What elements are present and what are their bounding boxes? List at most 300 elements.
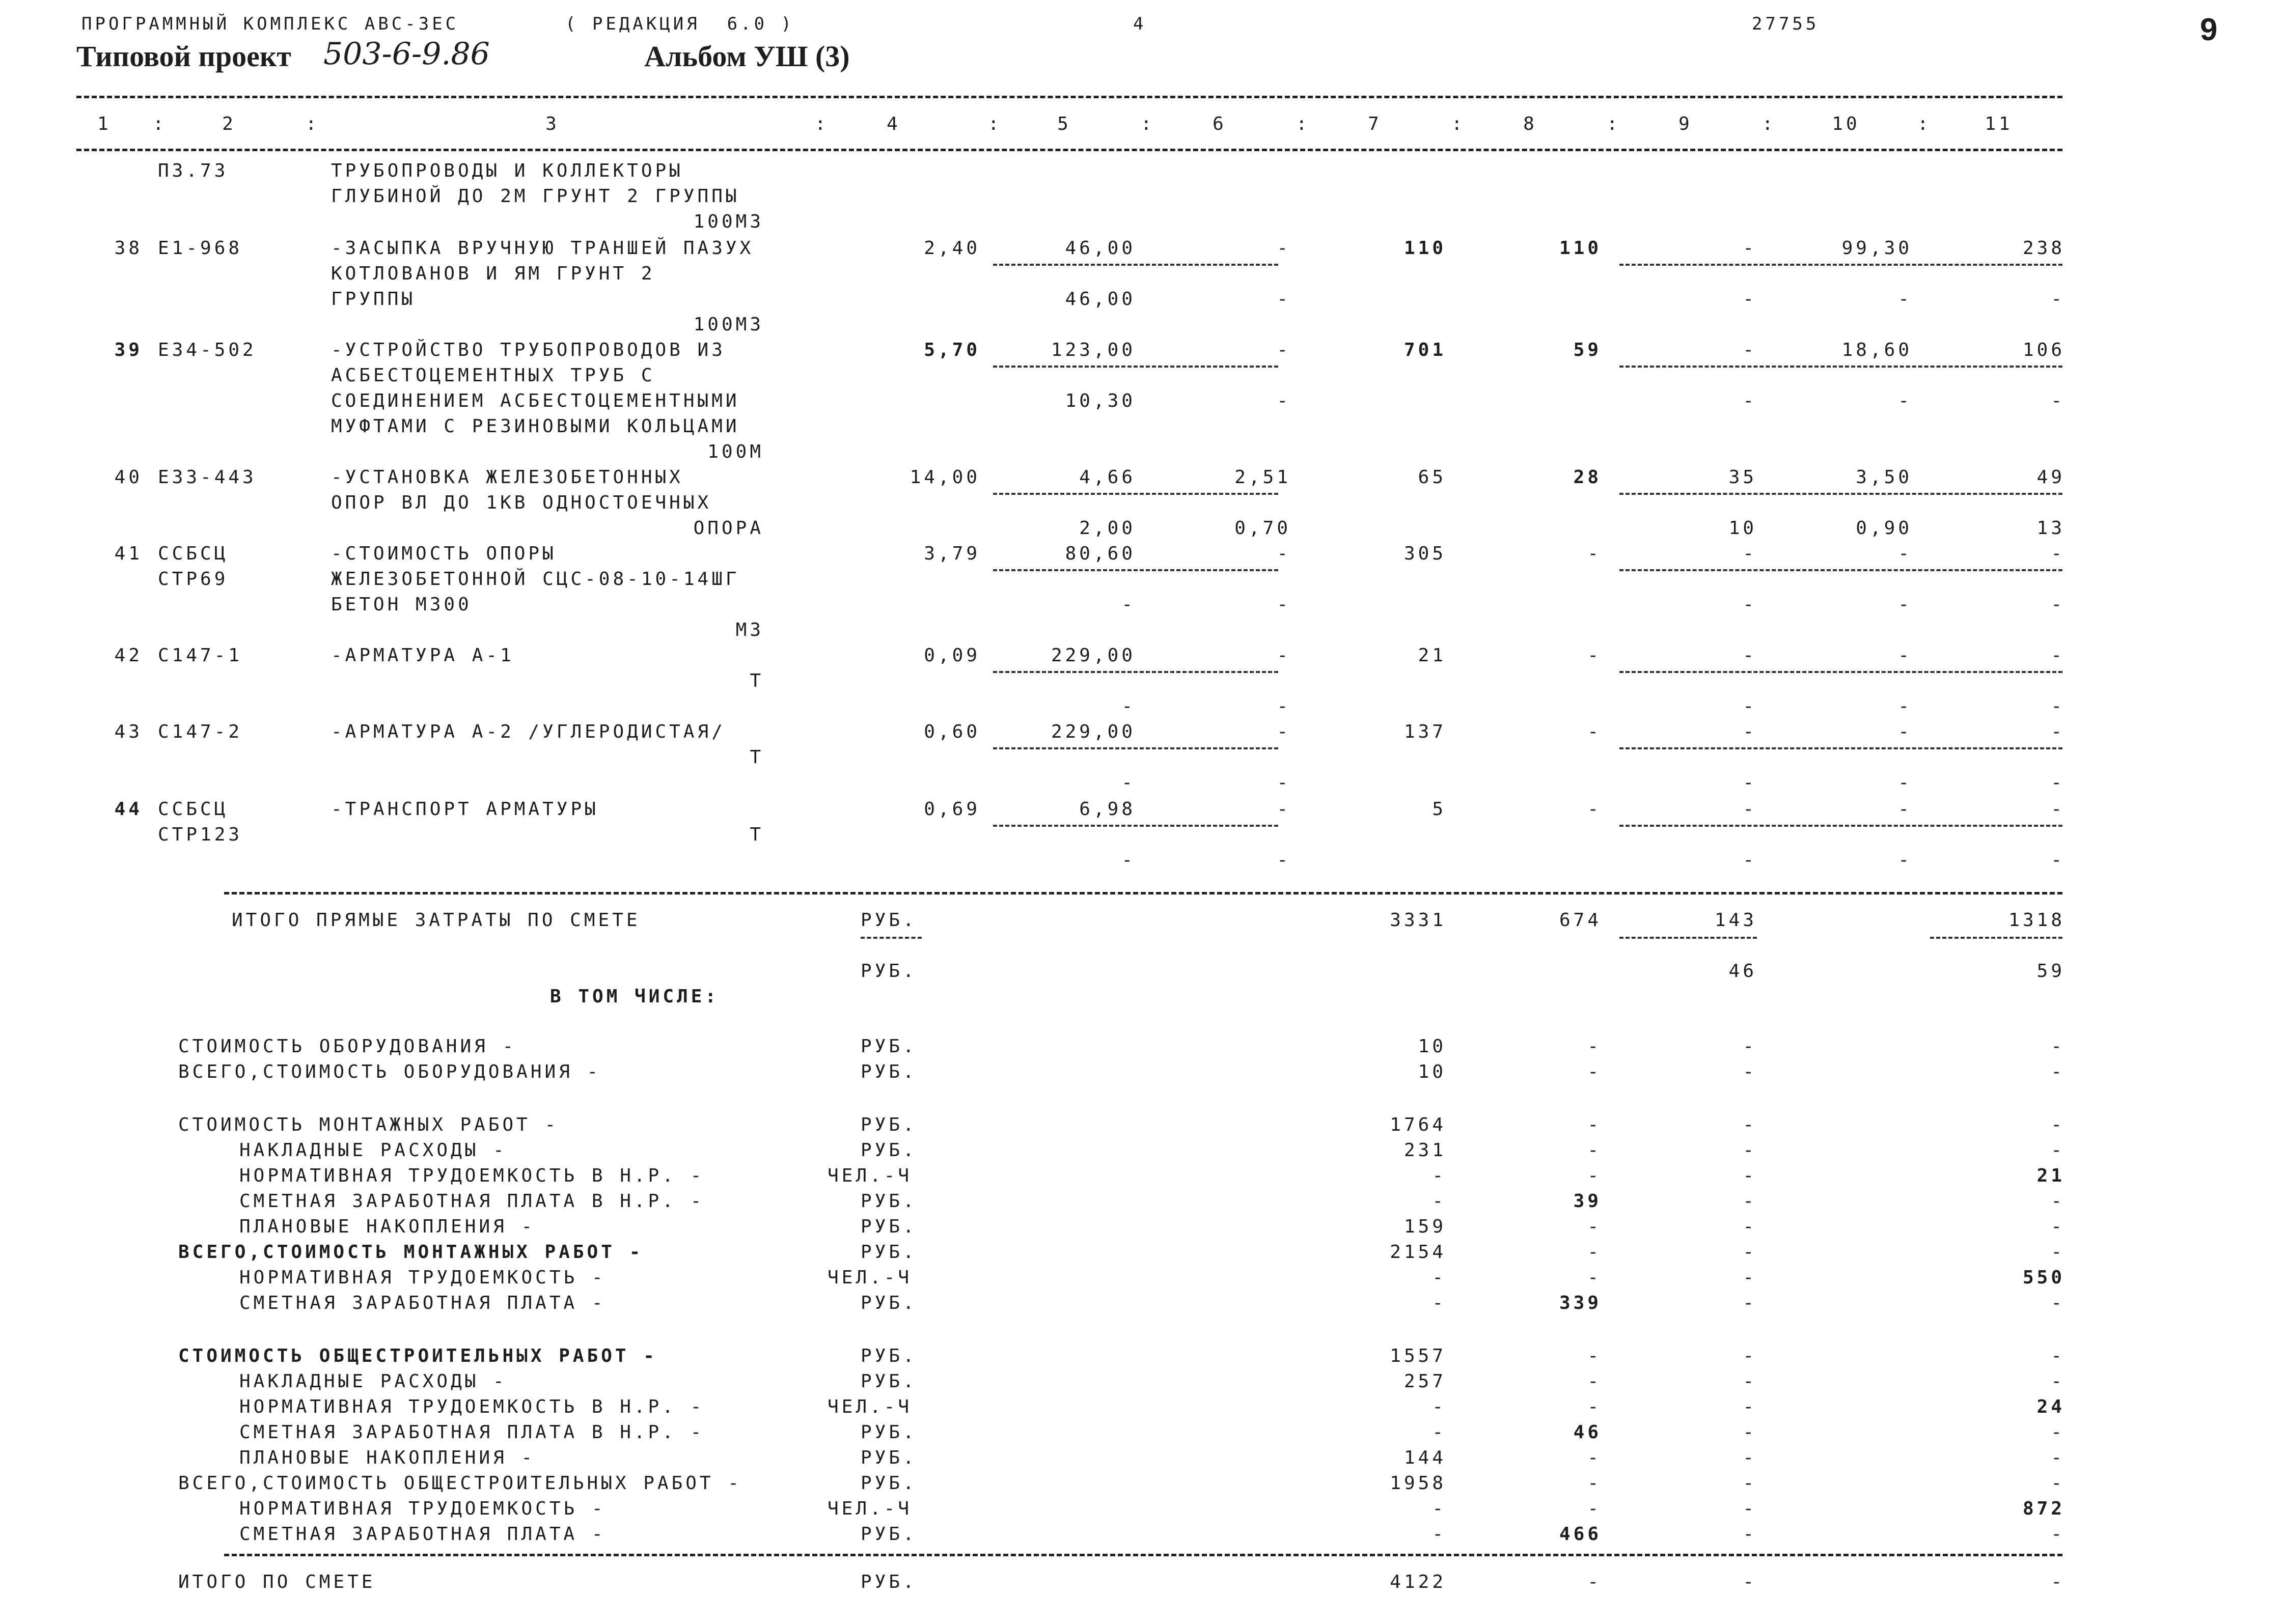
summary-c11: - (2051, 1447, 2065, 1468)
summary-c8: - (1587, 1346, 1602, 1366)
row-desc-line: -СТОИМОСТЬ ОПОРЫ (331, 543, 557, 564)
summary-unit: РУБ. (861, 1447, 917, 1468)
row-price: 46,00 (1065, 238, 1136, 259)
column-separator-1: : (153, 114, 167, 134)
row-col11: - (2051, 543, 2065, 564)
column-number-9: 9 (1678, 114, 1693, 134)
summary-c9: - (1743, 1061, 1757, 1082)
column-separator-3: : (815, 114, 829, 134)
row-code: Е34-502 (158, 340, 257, 360)
summary-unit: РУБ. (861, 1346, 917, 1366)
grand-total-c8: - (1587, 1572, 1602, 1592)
row-number: 41 (114, 543, 143, 564)
row-quantity: 0,09 (924, 645, 980, 666)
row-quantity: 0,69 (924, 799, 980, 820)
row-machines: - (1277, 340, 1291, 360)
totals-unit: РУБ. (861, 910, 917, 931)
row-machines-wages: - (1277, 289, 1291, 310)
summary-unit: РУБ. (861, 1524, 917, 1545)
row-col9: - (1743, 543, 1757, 564)
prefix-desc-line: ГЛУБИНОЙ ДО 2М ГРУНТ 2 ГРУППЫ (331, 186, 740, 207)
row-number: 43 (114, 721, 143, 742)
summary-c9: - (1743, 1036, 1757, 1057)
column-number-10: 10 (1832, 114, 1860, 134)
row-price-wages: 10,30 (1065, 390, 1136, 411)
summary-c7: 1764 (1390, 1114, 1446, 1135)
row-col9: - (1743, 645, 1757, 666)
row-number: 42 (114, 645, 143, 666)
row-subrule-left (993, 747, 1278, 749)
row-unit: ОПОРА (693, 518, 764, 539)
row-col10: 3,50 (1856, 467, 1912, 488)
row-total: 701 (1403, 340, 1446, 360)
summary-label: СМЕТНАЯ ЗАРАБОТНАЯ ПЛАТА В Н.Р. - (239, 1191, 705, 1212)
summary-c9: - (1743, 1396, 1757, 1417)
row-price-wages: - (1121, 696, 1136, 717)
summary-c11: 24 (2036, 1396, 2065, 1417)
row-total: 21 (1418, 645, 1446, 666)
totals-c11: 1318 (2008, 910, 2065, 931)
row-number: 40 (114, 467, 143, 488)
doc-number: 27755 (1752, 14, 1820, 34)
page-code: 4 (1133, 14, 1147, 34)
prefix-unit: 100М3 (693, 211, 764, 232)
summary-unit: РУБ. (861, 1371, 917, 1392)
summary-c11: - (2051, 1371, 2065, 1392)
row-desc-line: АСБЕСТОЦЕМЕНТНЫХ ТРУБ С (331, 365, 655, 386)
row-quantity: 3,79 (924, 543, 980, 564)
summary-c9: - (1743, 1498, 1757, 1519)
row-price-wages: - (1121, 772, 1136, 793)
summary-c7: - (1432, 1498, 1446, 1519)
row-desc-line: ГРУППЫ (331, 289, 416, 310)
row-unit: М3 (735, 620, 764, 640)
summary-label: ВСЕГО,СТОИМОСТЬ МОНТАЖНЫХ РАБОТ - (178, 1242, 644, 1263)
column-number-3: 3 (545, 114, 560, 134)
row-wages: 59 (1573, 340, 1602, 360)
summary-unit: РУБ. (861, 1114, 917, 1135)
row-col9-second: - (1743, 850, 1757, 871)
summary-c8: - (1587, 1473, 1602, 1494)
row-col10-second: - (1898, 696, 1912, 717)
row-col11: - (2051, 799, 2065, 820)
totals-c9: 143 (1714, 910, 1757, 931)
summary-c11: - (2051, 1216, 2065, 1237)
row-number: 39 (114, 340, 143, 360)
summary-c11: - (2051, 1524, 2065, 1545)
row-wages: - (1587, 645, 1602, 666)
including-label: В ТОМ ЧИСЛЕ: (550, 986, 720, 1007)
row-wages: 28 (1573, 467, 1602, 488)
summary-label: ПЛАНОВЫЕ НАКОПЛЕНИЯ - (239, 1216, 536, 1237)
summary-c11: - (2051, 1422, 2065, 1443)
row-total: 65 (1418, 467, 1446, 488)
header-bottom-rule (76, 149, 2062, 151)
totals-unit-2: РУБ. (861, 961, 917, 982)
summary-c7: 159 (1403, 1216, 1446, 1237)
row-price: 6,98 (1079, 799, 1136, 820)
summary-c11: - (2051, 1036, 2065, 1057)
row-subrule-left (993, 493, 1278, 495)
column-separator-7: : (1451, 114, 1466, 134)
row-code: ССБСЦ (158, 799, 229, 820)
row-subrule-left (993, 264, 1278, 266)
summary-c7: - (1432, 1267, 1446, 1288)
summary-unit: РУБ. (861, 1061, 917, 1082)
summary-c8: 39 (1573, 1191, 1602, 1212)
summary-c7: 10 (1418, 1036, 1446, 1057)
row-price: 229,00 (1051, 645, 1136, 666)
row-col9: - (1743, 238, 1757, 259)
program-name: ПРОГРАММНЫЙ КОМПЛЕКС АВС-3ЕС (81, 14, 459, 34)
row-machines-wages: - (1277, 696, 1291, 717)
summary-c7: 1958 (1390, 1473, 1446, 1494)
column-number-7: 7 (1368, 114, 1382, 134)
row-price-wages: 2,00 (1079, 518, 1136, 539)
summary-unit: РУБ. (861, 1216, 917, 1237)
summary-c8: - (1587, 1447, 1602, 1468)
summary-c7: - (1432, 1422, 1446, 1443)
column-number-5: 5 (1057, 114, 1071, 134)
summary-label: НОРМАТИВНАЯ ТРУДОЕМКОСТЬ В Н.Р. - (239, 1165, 705, 1186)
row-code: С147-1 (158, 645, 243, 666)
row-machines: 2,51 (1234, 467, 1291, 488)
row-subrule-right (1619, 825, 2062, 827)
row-subrule-right (1619, 671, 2062, 673)
row-subrule-left (993, 671, 1278, 673)
summary-c11: - (2051, 1293, 2065, 1313)
summary-c7: 231 (1403, 1140, 1446, 1161)
summary-label: НАКЛАДНЫЕ РАСХОДЫ - (239, 1140, 507, 1161)
summary-c9: - (1743, 1447, 1757, 1468)
row-price: 4,66 (1079, 467, 1136, 488)
row-price: 229,00 (1051, 721, 1136, 742)
summary-c7: 10 (1418, 1061, 1446, 1082)
row-col9: - (1743, 721, 1757, 742)
summary-label: НОРМАТИВНАЯ ТРУДОЕМКОСТЬ - (239, 1498, 606, 1519)
summary-c7: 257 (1403, 1371, 1446, 1392)
summary-c7: - (1432, 1396, 1446, 1417)
row-machines-wages: 0,70 (1234, 518, 1291, 539)
summary-c9: - (1743, 1371, 1757, 1392)
summary-c8: - (1587, 1061, 1602, 1082)
column-separator-2: : (306, 114, 320, 134)
row-subrule-right (1619, 264, 2062, 266)
summary-unit: РУБ. (861, 1191, 917, 1212)
column-separator-5: : (1141, 114, 1155, 134)
column-number-2: 2 (222, 114, 236, 134)
row-price-wages: - (1121, 850, 1136, 871)
summary-c8: - (1587, 1498, 1602, 1519)
summary-c11: - (2051, 1473, 2065, 1494)
grand-total-label: ИТОГО ПО СМЕТЕ (178, 1572, 376, 1592)
summary-c9: - (1743, 1114, 1757, 1135)
summary-unit: ЧЕЛ.-Ч (828, 1498, 913, 1519)
summary-c9: - (1743, 1422, 1757, 1443)
row-machines: - (1277, 799, 1291, 820)
summary-c8: - (1587, 1267, 1602, 1288)
summary-c9: - (1743, 1191, 1757, 1212)
project-code: 503-6-9.86 (323, 36, 490, 72)
column-number-6: 6 (1213, 114, 1227, 134)
summary-c7: 1557 (1390, 1346, 1446, 1366)
column-number-11: 11 (1985, 114, 2013, 134)
row-desc-line: ЖЕЛЕЗОБЕТОННОЙ СЦС-08-10-14ШГ (331, 569, 740, 590)
row-desc-line: МУФТАМИ С РЕЗИНОВЫМИ КОЛЬЦАМИ (331, 416, 740, 437)
row-subrule-right (1619, 366, 2062, 368)
row-unit: Т (750, 747, 764, 768)
row-subrule-right (1619, 493, 2062, 495)
row-col9: - (1743, 340, 1757, 360)
summary-unit: РУБ. (861, 1242, 917, 1263)
row-col10-second: - (1898, 850, 1912, 871)
column-separator-9: : (1762, 114, 1776, 134)
summary-c7: 144 (1403, 1447, 1446, 1468)
summary-c11: - (2051, 1191, 2065, 1212)
summary-unit: РУБ. (861, 1036, 917, 1057)
summary-c11: - (2051, 1114, 2065, 1135)
summary-c7: - (1432, 1165, 1446, 1186)
row-col10-second: 0,90 (1856, 518, 1912, 539)
row-wages: - (1587, 799, 1602, 820)
grand-total-rule (224, 1554, 2062, 1556)
summary-c11: - (2051, 1242, 2065, 1263)
summary-label: СМЕТНАЯ ЗАРАБОТНАЯ ПЛАТА В Н.Р. - (239, 1422, 705, 1443)
summary-c9: - (1743, 1473, 1757, 1494)
totals-c7: 3331 (1390, 910, 1446, 931)
summary-label: НАКЛАДНЫЕ РАСХОДЫ - (239, 1371, 507, 1392)
row-col9: - (1743, 799, 1757, 820)
row-col9-second: - (1743, 594, 1757, 615)
summary-c8: - (1587, 1242, 1602, 1263)
summary-c11: 21 (2036, 1165, 2065, 1186)
summary-label: СТОИМОСТЬ ОБЩЕСТРОИТЕЛЬНЫХ РАБОТ - (178, 1346, 657, 1366)
summary-c11: - (2051, 1140, 2065, 1161)
totals-c11-rule (1930, 937, 2062, 939)
summary-c8: - (1587, 1396, 1602, 1417)
row-col11-second: - (2051, 289, 2065, 310)
column-separator-4: : (988, 114, 1002, 134)
summary-c9: - (1743, 1293, 1757, 1313)
row-col11: - (2051, 645, 2065, 666)
summary-label: СМЕТНАЯ ЗАРАБОТНАЯ ПЛАТА - (239, 1524, 606, 1545)
summary-c9: - (1743, 1346, 1757, 1366)
column-separator-8: : (1607, 114, 1621, 134)
row-wages: - (1587, 721, 1602, 742)
row-col10-second: - (1898, 772, 1912, 793)
row-desc-line: КОТЛОВАНОВ И ЯМ ГРУНТ 2 (331, 263, 655, 284)
row-col10: - (1898, 799, 1912, 820)
column-separator-6: : (1296, 114, 1310, 134)
row-total: 305 (1403, 543, 1446, 564)
row-price-wages: 46,00 (1065, 289, 1136, 310)
summary-c8: 46 (1573, 1422, 1602, 1443)
grand-total-c11: - (2051, 1572, 2065, 1592)
totals-c9-rule (1619, 937, 1757, 939)
row-col10: 99,30 (1841, 238, 1912, 259)
row-machines-wages: - (1277, 594, 1291, 615)
row-quantity: 14,00 (910, 467, 980, 488)
summary-label: ПЛАНОВЫЕ НАКОПЛЕНИЯ - (239, 1447, 536, 1468)
grand-total-unit: РУБ. (861, 1572, 917, 1592)
row-col9-second: 10 (1728, 518, 1757, 539)
summary-label: НОРМАТИВНАЯ ТРУДОЕМКОСТЬ В Н.Р. - (239, 1396, 705, 1417)
summary-unit: ЧЕЛ.-Ч (828, 1165, 913, 1186)
column-number-8: 8 (1523, 114, 1537, 134)
edition: ( РЕДАКЦИЯ 6.0 ) (565, 14, 794, 34)
summary-c11: 550 (2022, 1267, 2065, 1288)
totals-c11-second: 59 (2036, 961, 2065, 982)
column-number-4: 4 (887, 114, 901, 134)
summary-label: СМЕТНАЯ ЗАРАБОТНАЯ ПЛАТА - (239, 1293, 606, 1313)
header-top-rule (76, 96, 2062, 98)
totals-unit-rule (861, 937, 922, 939)
page-number: 9 (2200, 12, 2218, 47)
summary-c11: 872 (2022, 1498, 2065, 1519)
row-col11-second: - (2051, 390, 2065, 411)
row-col10: 18,60 (1841, 340, 1912, 360)
row-col11: - (2051, 721, 2065, 742)
row-unit: Т (750, 670, 764, 691)
row-unit: 100М3 (693, 314, 764, 335)
row-code: Е33-443 (158, 467, 257, 488)
row-subrule-right (1619, 569, 2062, 571)
row-total: 5 (1432, 799, 1446, 820)
row-total: 110 (1403, 238, 1446, 259)
row-machines-wages: - (1277, 850, 1291, 871)
summary-label: ВСЕГО,СТОИМОСТЬ ОБЩЕСТРОИТЕЛЬНЫХ РАБОТ - (178, 1473, 742, 1494)
album-label: Альбом УШ (3) (644, 40, 850, 73)
summary-c7: - (1432, 1293, 1446, 1313)
column-number-1: 1 (97, 114, 112, 134)
row-machines: - (1277, 543, 1291, 564)
summary-c9: - (1743, 1216, 1757, 1237)
summary-c8: - (1587, 1371, 1602, 1392)
row-subrule-right (1619, 747, 2062, 749)
row-number: 44 (114, 799, 143, 820)
row-code: СТР69 (158, 569, 229, 590)
row-col10: - (1898, 645, 1912, 666)
row-machines-wages: - (1277, 772, 1291, 793)
row-wages: - (1587, 543, 1602, 564)
summary-c9: - (1743, 1140, 1757, 1161)
row-wages: 110 (1559, 238, 1602, 259)
column-separator-10: : (1917, 114, 1932, 134)
row-col11: 106 (2022, 340, 2065, 360)
summary-unit: РУБ. (861, 1140, 917, 1161)
summary-unit: РУБ. (861, 1422, 917, 1443)
summary-unit: РУБ. (861, 1293, 917, 1313)
summary-c11: - (2051, 1061, 2065, 1082)
row-code: ССБСЦ (158, 543, 229, 564)
row-subrule-left (993, 366, 1278, 368)
summary-label: СТОИМОСТЬ МОНТАЖНЫХ РАБОТ - (178, 1114, 559, 1135)
row-col9-second: - (1743, 390, 1757, 411)
row-col11-second: 13 (2036, 518, 2065, 539)
summary-c8: - (1587, 1114, 1602, 1135)
summary-c8: 466 (1559, 1524, 1602, 1545)
row-desc-line: -УСТАНОВКА ЖЕЛЕЗОБЕТОННЫХ (331, 467, 683, 488)
row-col11-second: - (2051, 594, 2065, 615)
summary-unit: РУБ. (861, 1473, 917, 1494)
totals-label: ИТОГО ПРЯМЫЕ ЗАТРАТЫ ПО СМЕТЕ (232, 910, 641, 931)
row-col10: - (1898, 543, 1912, 564)
grand-total-c9: - (1743, 1572, 1757, 1592)
grand-total-c7: 4122 (1390, 1572, 1446, 1592)
prefix-code: П3.73 (158, 160, 229, 181)
summary-c9: - (1743, 1165, 1757, 1186)
row-subrule-left (993, 825, 1278, 827)
row-desc-line: СОЕДИНЕНИЕМ АСБЕСТОЦЕМЕНТНЫМИ (331, 390, 740, 411)
row-machines-wages: - (1277, 390, 1291, 411)
row-col11-second: - (2051, 696, 2065, 717)
row-desc-line: -ЗАСЫПКА ВРУЧНУЮ ТРАНШЕЙ ПАЗУХ (331, 238, 754, 259)
row-quantity: 0,60 (924, 721, 980, 742)
summary-c8: - (1587, 1165, 1602, 1186)
row-price: 123,00 (1051, 340, 1136, 360)
summary-c7: 2154 (1390, 1242, 1446, 1263)
summary-c9: - (1743, 1242, 1757, 1263)
row-desc-line: -АРМАТУРА А-1 (331, 645, 514, 666)
row-col10-second: - (1898, 289, 1912, 310)
summary-unit: ЧЕЛ.-Ч (828, 1396, 913, 1417)
row-desc-line: ОПОР ВЛ ДО 1КВ ОДНОСТОЕЧНЫХ (331, 492, 712, 513)
row-quantity: 2,40 (924, 238, 980, 259)
summary-c8: - (1587, 1140, 1602, 1161)
row-col9-second: - (1743, 289, 1757, 310)
summary-label: СТОИМОСТЬ ОБОРУДОВАНИЯ - (178, 1036, 517, 1057)
row-col9: 35 (1728, 467, 1757, 488)
row-code: СТР123 (158, 824, 243, 845)
row-col11-second: - (2051, 850, 2065, 871)
row-col11-second: - (2051, 772, 2065, 793)
row-code: Е1-968 (158, 238, 243, 259)
row-desc-line: БЕТОН М300 (331, 594, 472, 615)
row-price: 80,60 (1065, 543, 1136, 564)
summary-c7: - (1432, 1191, 1446, 1212)
row-desc-line: -УСТРОЙСТВО ТРУБОПРОВОДОВ ИЗ (331, 340, 726, 360)
row-machines: - (1277, 238, 1291, 259)
summary-unit: ЧЕЛ.-Ч (828, 1267, 913, 1288)
summary-label: НОРМАТИВНАЯ ТРУДОЕМКОСТЬ - (239, 1267, 606, 1288)
row-code: С147-2 (158, 721, 243, 742)
totals-c9-second: 46 (1728, 961, 1757, 982)
row-col9-second: - (1743, 772, 1757, 793)
summary-label: ВСЕГО,СТОИМОСТЬ ОБОРУДОВАНИЯ - (178, 1061, 601, 1082)
summary-c11: - (2051, 1346, 2065, 1366)
summary-c9: - (1743, 1524, 1757, 1545)
row-col10-second: - (1898, 390, 1912, 411)
row-col10-second: - (1898, 594, 1912, 615)
summary-c8: - (1587, 1216, 1602, 1237)
row-unit: 100М (707, 441, 764, 462)
row-desc-line: -ТРАНСПОРТ АРМАТУРЫ (331, 799, 599, 820)
row-col11: 49 (2036, 467, 2065, 488)
totals-c8: 674 (1559, 910, 1602, 931)
row-machines: - (1277, 721, 1291, 742)
summary-c7: - (1432, 1524, 1446, 1545)
summary-c9: - (1743, 1267, 1757, 1288)
row-machines: - (1277, 645, 1291, 666)
row-unit: Т (750, 824, 764, 845)
summary-c8: 339 (1559, 1293, 1602, 1313)
row-total: 137 (1403, 721, 1446, 742)
project-label: Типовой проект (76, 40, 291, 73)
row-desc-line: -АРМАТУРА А-2 /УГЛЕРОДИСТАЯ/ (331, 721, 726, 742)
totals-top-rule (224, 892, 2062, 894)
row-number: 38 (114, 238, 143, 259)
row-col11: 238 (2022, 238, 2065, 259)
